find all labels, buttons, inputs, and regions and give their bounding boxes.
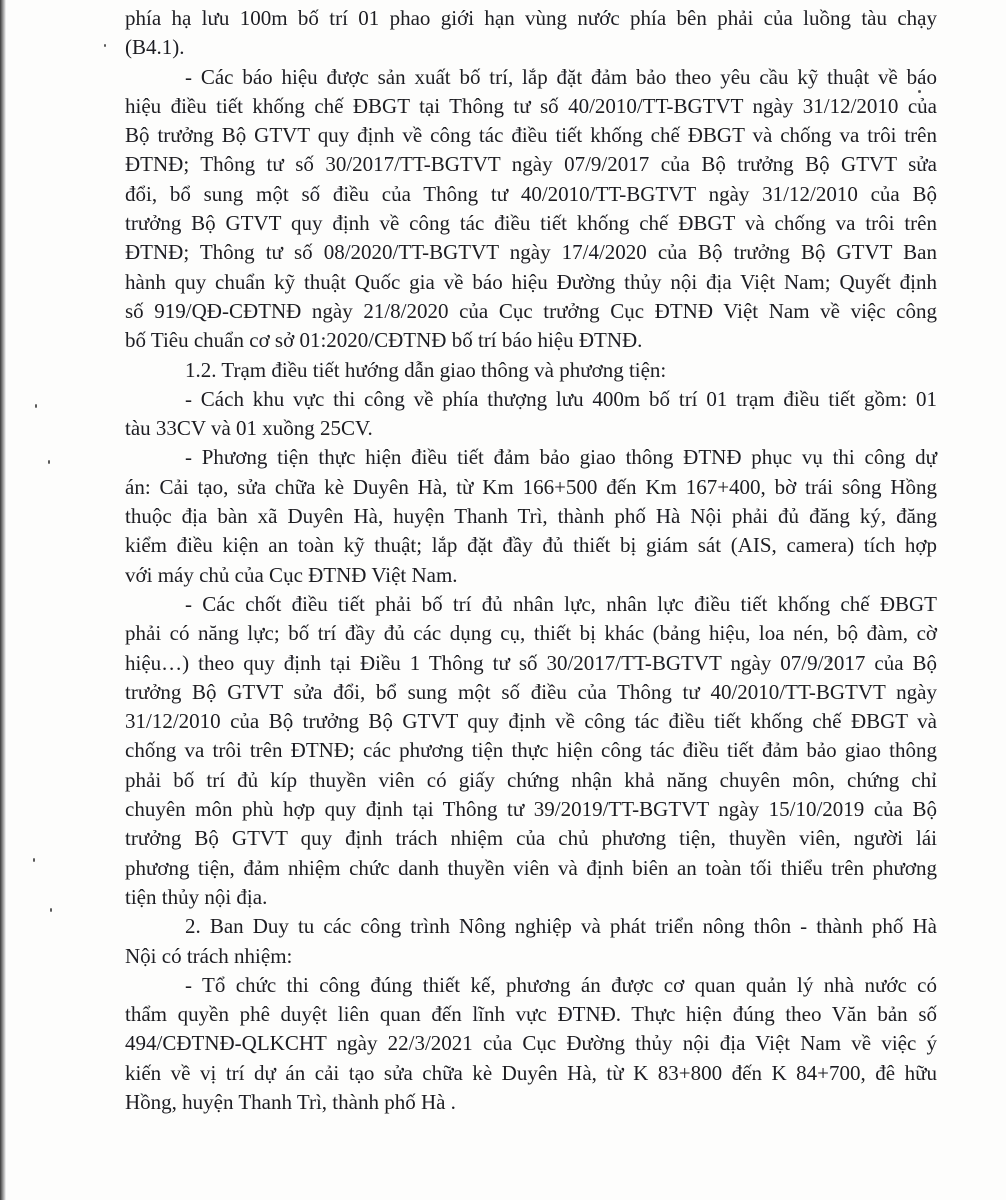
text-line: kiến về vị trí dự án cải tạo sửa chữa kè Duyên Hà, từ K 83+800 đến K 84+700, đê hữu [125, 1060, 937, 1085]
scan-speck [35, 404, 37, 408]
scan-edge-shadow [0, 0, 6, 1200]
text-line: trưởng Bộ GTVT quy định về công tác điều tiết khống chế ĐBGT và chống va trôi trên [125, 211, 937, 236]
section-heading-1-2: 1.2. Trạm điều tiết hướng dẫn giao thông và phương tiện: [185, 357, 667, 382]
text-line: - Các chốt điều tiết phải bố trí đủ nhân lực, nhân lực điều tiết khống chế ĐBGT [185, 591, 937, 616]
text-line: Hồng, huyện Thanh Trì, thành phố Hà . [125, 1089, 456, 1114]
text-line: hiệu điều tiết khống chế ĐBGT tại Thông tư số 40/2010/TT-BGTVT ngày 31/12/2010 của [125, 93, 937, 118]
text-line: Nội có trách nhiệm: [125, 943, 293, 968]
text-line: ĐTNĐ; Thông tư số 08/2020/TT-BGTVT ngày 17/4/2020 của Bộ trưởng Bộ GTVT Ban [125, 240, 937, 265]
text-line: bố Tiêu chuẩn cơ sở 01:2020/CĐTNĐ bố trí báo hiệu ĐTNĐ. [125, 328, 643, 353]
section-heading-2: 2. Ban Duy tu các công trình Nông nghiệp và phát triển nông thôn - thành phố Hà [185, 914, 937, 939]
text-line: tàu 33CV và 01 xuồng 25CV. [125, 416, 373, 441]
text-line: phải bố trí đủ kíp thuyền viên có giấy chứng nhận khả năng chuyên môn, chứng chỉ [125, 767, 937, 792]
text-line: đổi, bổ sung một số điều của Thông tư 40/2010/TT-BGTVT ngày 31/12/2010 của Bộ [125, 181, 937, 206]
text-line: phương tiện, đảm nhiệm chức danh thuyền viên và định biên an toàn tối thiểu trên phương [125, 855, 937, 880]
text-line: phía hạ lưu 100m bố trí 01 phao giới hạn vùng nước phía bên phải của luồng tàu chạy [125, 6, 937, 30]
text-line: với máy chủ của Cục ĐTNĐ Việt Nam. [125, 562, 458, 587]
text-line: trưởng Bộ GTVT sửa đổi, bổ sung một số điều của Thông tư 40/2010/TT-BGTVT ngày [125, 679, 937, 704]
scan-speck [50, 908, 52, 912]
text-line: kiểm điều kiện an toàn kỹ thuật; lắp đặt đầy đủ thiết bị giám sát (AIS, camera) tích hợp [125, 533, 937, 558]
text-line: - Cách khu vực thi công về phía thượng lưu 400m bố trí 01 trạm điều tiết gồm: 01 [185, 386, 937, 411]
text-line: phải có năng lực; bố trí đầy đủ các dụng cụ, thiết bị khác (bảng hiệu, loa nén, bộ đàm, cờ [125, 621, 937, 646]
text-line: án: Cải tạo, sửa chữa kè Duyên Hà, từ Km 166+500 đến Km 167+400, bờ trái sông Hồng [125, 474, 937, 499]
scan-speck [33, 858, 35, 862]
text-line: - Phương tiện thực hiện điều tiết đảm bảo giao thông ĐTNĐ phục vụ thi công dự [185, 445, 937, 470]
text-line: Bộ trưởng Bộ GTVT quy định về công tác điều tiết khống chế ĐBGT và chống va trôi trên [125, 123, 937, 148]
text-line: (B4.1). [125, 35, 185, 60]
text-line: chuyên môn phù hợp quy định tại Thông tư 39/2019/TT-BGTVT ngày 15/10/2019 của Bộ [125, 797, 937, 822]
text-line: - Tổ chức thi công đúng thiết kế, phương án được cơ quan quản lý nhà nước có [185, 972, 937, 997]
text-line: tiện thủy nội địa. [125, 884, 268, 909]
document-body [125, 4, 937, 1117]
text-line: số 919/QĐ-CĐTNĐ ngày 21/8/2020 của Cục trưởng Cục ĐTNĐ Việt Nam về việc công [125, 298, 937, 323]
scan-speck [48, 460, 50, 464]
scan-speck [104, 44, 106, 47]
text-line: chống va trôi trên ĐTNĐ; các phương tiện thực hiện công tác điều tiết đảm bảo giao thông [125, 738, 937, 763]
text-line: hành quy chuẩn kỹ thuật Quốc gia về báo hiệu Đường thủy nội địa Việt Nam; Quyết định [125, 269, 937, 294]
text-line: trưởng Bộ GTVT quy định trách nhiệm của chủ phương tiện, thuyền viên, người lái [125, 826, 937, 851]
text-line: thẩm quyền phê duyệt liên quan đến lĩnh vực ĐTNĐ. Thực hiện đúng theo Văn bản số [125, 1002, 937, 1027]
text-line: hiệu…) theo quy định tại Điều 1 Thông tư số 30/2017/TT-BGTVT ngày 07/9/2017 của Bộ [125, 650, 937, 675]
text-line: - Các báo hiệu được sản xuất bố trí, lắp đặt đảm bảo theo yêu cầu kỹ thuật về báo [185, 64, 937, 89]
text-line: 31/12/2010 của Bộ trưởng Bộ GTVT quy định về công tác điều tiết khống chế ĐBGT và [125, 709, 937, 734]
text-line: thuộc địa bàn xã Duyên Hà, huyện Thanh Trì, thành phố Hà Nội phải đủ đăng ký, đăng [125, 504, 937, 529]
text-line: ĐTNĐ; Thông tư số 30/2017/TT-BGTVT ngày 07/9/2017 của Bộ trưởng Bộ GTVT sửa [125, 152, 937, 177]
text-line: 494/CĐTNĐ-QLKCHT ngày 22/3/2021 của Cục Đường thủy nội địa Việt Nam về việc ý [125, 1031, 937, 1056]
